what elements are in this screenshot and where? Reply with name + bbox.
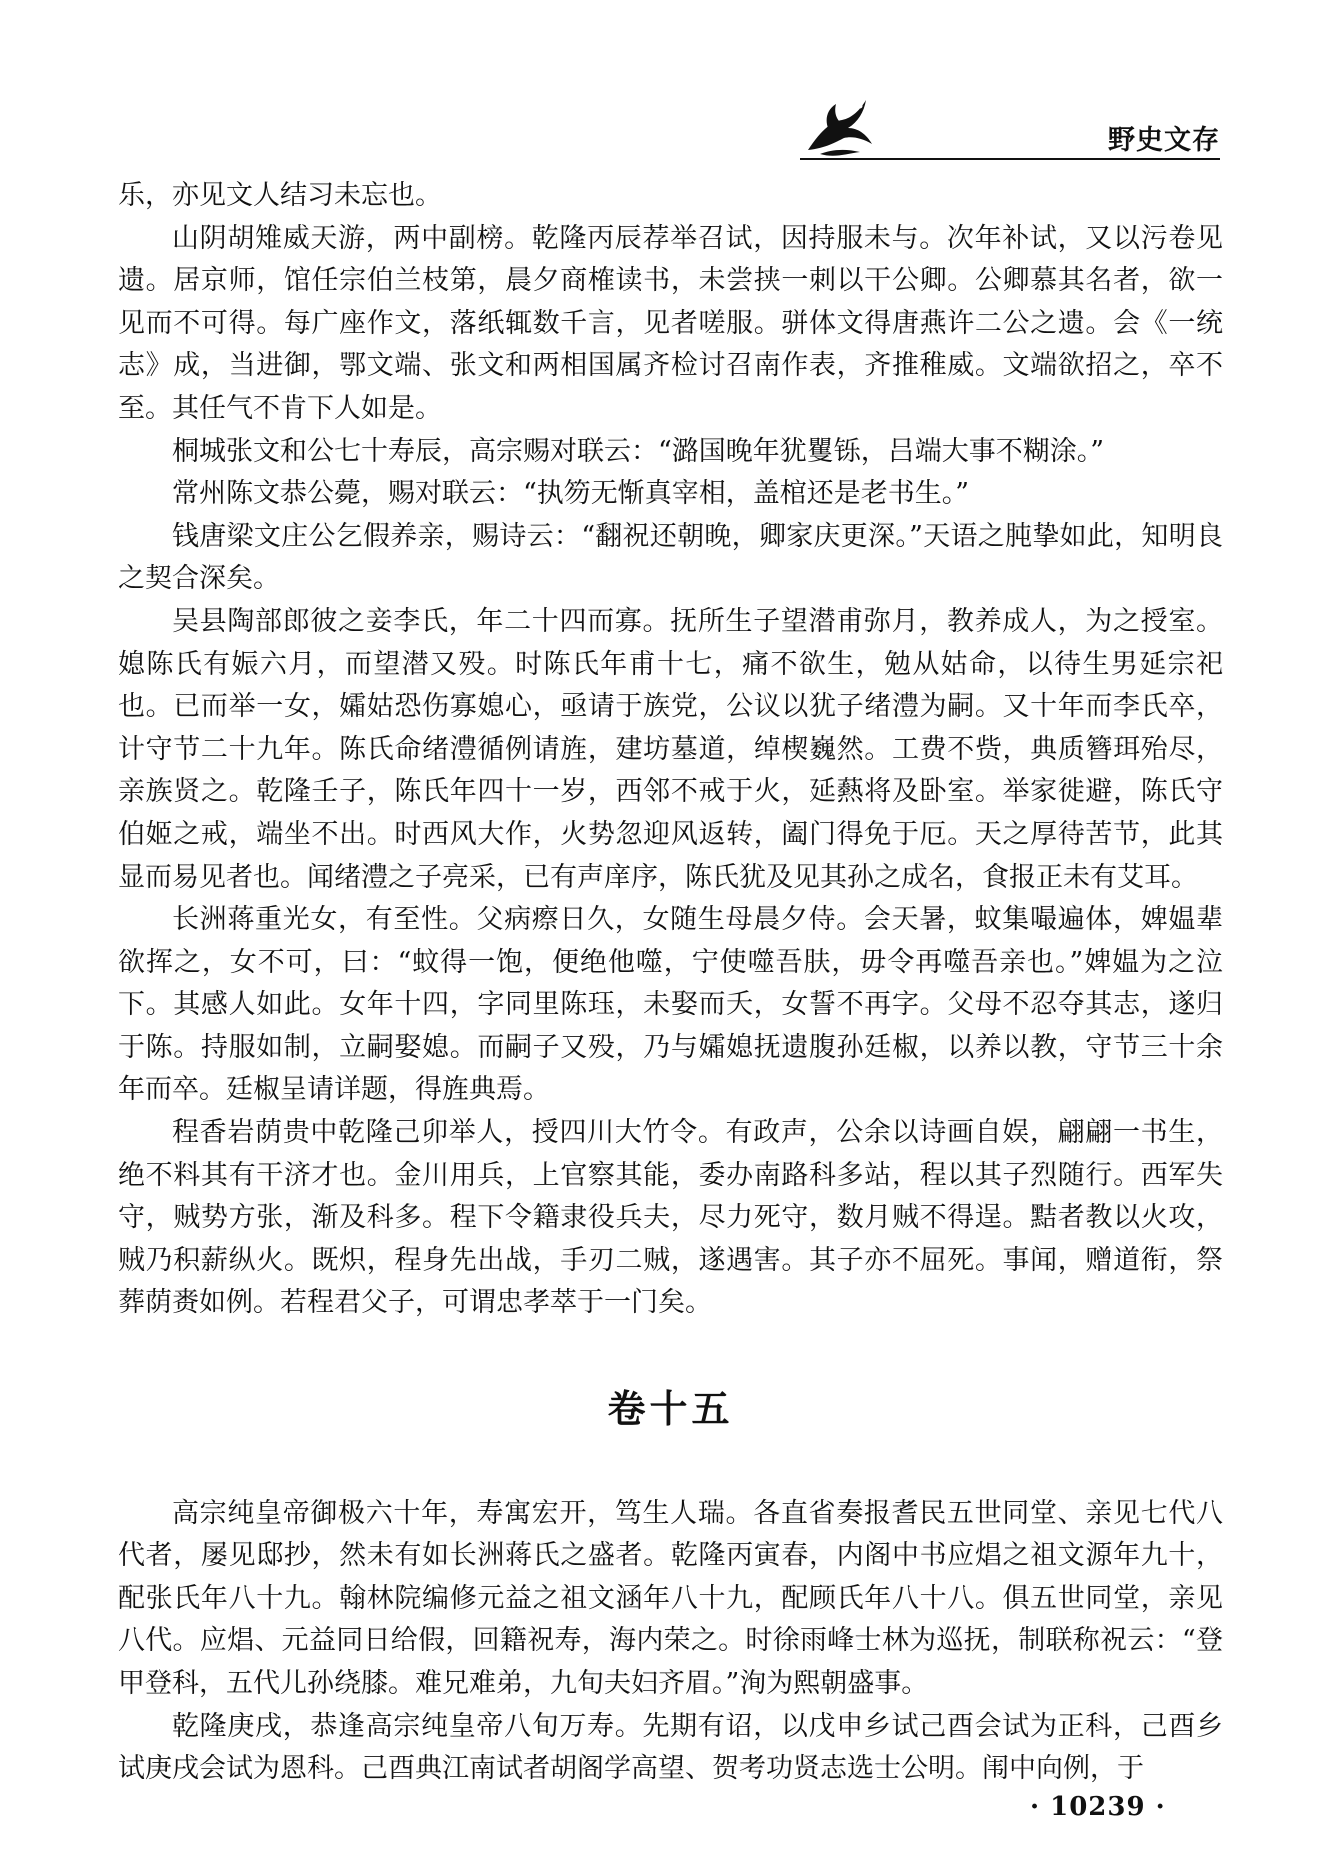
page-body: [118, 175, 1223, 1791]
paragraph: 常州陈文恭公薨，赐对联云：“执笏无惭真宰相，盖棺还是老书生。”: [172, 478, 970, 510]
paragraph: 长洲蒋重光女，有至性。父病瘵日久，女随生母晨夕侍。会天暑，蚊集嘬遍体，婢媪辈欲挥之，女不可，曰：“蚊得一饱，便绝他噬，宁使噬吾肤，毋令再噬吾亲也。”婢媪为之泣下。其感人如此。女年十四，字同里陈珏，未娶而夭，女誓不再字。父母不忍夺其志，遂归于陈。持服如制，立嗣娶媳。而嗣子又殁，乃与孀媳抚遗腹孙廷椒，以养以教，守节三十余年而卒。廷椒呈请详题，得旌典焉。: [118, 904, 1223, 1106]
section-before: [118, 175, 1223, 1325]
paragraph: 程香岩荫贵中乾隆己卯举人，授四川大竹令。有政声，公余以诗画自娱，翩翩一书生，绝不料其有干济才也。金川用兵，上官察其能，委办南路科多站，程以其子烈随行。西军失守，贼势方张，渐及科多。程下令籍隶役兵夫，尽力死守，数月贼不得逞。黠者教以火攻，贼乃积薪纵火。既炽，程身先出战，手刃二贼，遂遇害。其子亦不屈死。事闻，赠道衔，祭葬荫赉如例。若程君父子，可谓忠孝萃于一门矣。: [118, 1117, 1223, 1319]
paragraph: 山阴胡雉威天游，两中副榜。乾隆丙辰荐举召试，因持服未与。次年补试，又以污卷见遗。居京师，馆任宗伯兰枝第，晨夕商榷读书，未尝挟一刺以干公卿。公卿慕其名者，欲一见而不可得。每广座作文，落纸辄数千言，见者嗟服。骈体文得唐燕许二公之遗。会《一统志》成，当进御，鄂文端、张文和两相国属齐检讨召南作表，齐推稚威。文端欲招之，卒不至。其任气不肯下人如是。: [118, 222, 1223, 424]
section-after: [118, 1493, 1223, 1791]
header-rule: [800, 158, 1220, 160]
paragraph: 钱唐梁文庄公乞假养亲，赐诗云：“翻祝还朝晚，卿家庆更深。”天语之肫挚如此，知明良之契合深矣。: [118, 520, 1223, 595]
dragon-emblem-icon: [800, 92, 880, 164]
paragraph: 桐城张文和公七十寿辰，高宗赐对联云：“潞国晚年犹矍铄，吕端大事不糊涂。”: [172, 435, 1105, 467]
series-title: 野史文存: [1108, 125, 1220, 156]
paragraph: 高宗纯皇帝御极六十年，寿寓宏开，笃生人瑞。各直省奏报耆民五世同堂、亲见七代八代者，屡见邸抄，然未有如长洲蒋氏之盛者。乾隆丙寅春，内阁中书应焻之祖文源年九十，配张氏年八十九。翰林院编修元益之祖文涵年八十九，配顾氏年八十八。俱五世同堂，亲见八代。应焻、元益同日给假，回籍祝寿，海内荣之。时徐雨峰士林为巡抚，制联称祝云：“登甲登科，五代儿孙绕膝。难兄难弟，九旬夫妇齐眉。”洵为熙朝盛事。: [118, 1497, 1223, 1699]
volume-title: 卷十五: [607, 1387, 734, 1432]
paragraph: 吴县陶部郎彼之妾李氏，年二十四而寡。抚所生子望潜甫弥月，教养成人，为之授室。媳陈氏有娠六月，而望潜又殁。时陈氏年甫十七，痛不欲生，勉从姑命，以待生男延宗祀也。已而举一女，孀姑恐伤寡媳心，亟请于族党，公议以犹子绪澧为嗣。又十年而李氏卒，计守节二十九年。陈氏命绪澧循例请旌，建坊墓道，绰楔巍然。工费不赀，典质簪珥殆尽，亲族贤之。乾隆壬子，陈氏年四十一岁，西邻不戒于火，延爇将及卧室。举家徙避，陈氏守伯姬之戒，端坐不出。时西风大作，火势忽迎风返转，阖门得免于厄。天之厚待苦节，此其显而易见者也。闻绪澧之子亮采，已有声庠序，陈氏犹及见其孙之成名，食报正未有艾耳。: [118, 605, 1223, 893]
paragraph: 乾隆庚戌，恭逢高宗纯皇帝八旬万寿。先期有诏，以戊申乡试己酉会试为正科，己酉乡试庚戌会试为恩科。己酉典江南试者胡阁学高望、贺考功贤志选士公明。闱中向例，于: [118, 1710, 1223, 1785]
page-number: · 10239 ·: [1030, 1792, 1166, 1822]
page-header: [110, 92, 1220, 172]
paragraph: 乐，亦见文人结习未忘也。: [118, 180, 442, 211]
